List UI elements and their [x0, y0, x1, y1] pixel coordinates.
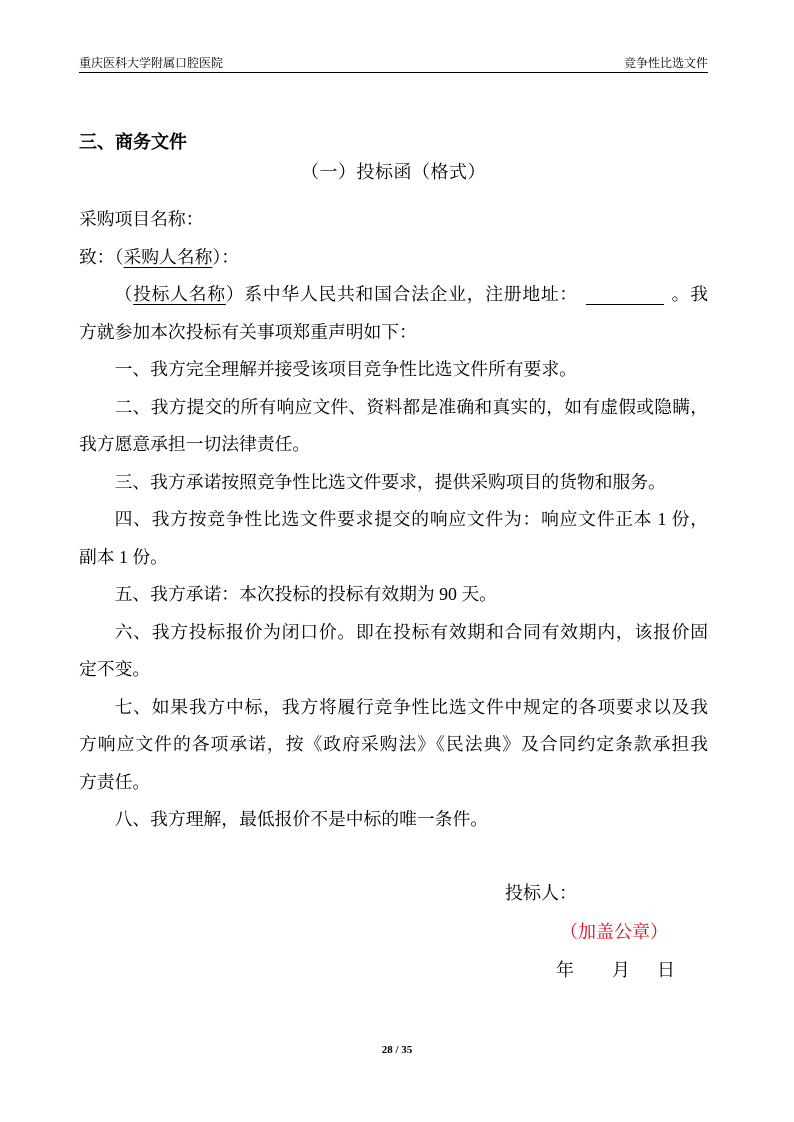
addressee-suffix: ）： — [212, 246, 240, 267]
section-heading: 三、商务文件 — [79, 132, 187, 153]
document-title: （一）投标函（格式） — [301, 162, 486, 182]
declaration-8-line-1: 八、我方理解，最低报价不是中标的唯一条件。 — [114, 809, 489, 829]
declaration-1-line-1: 一、我方完全理解并接受该项目竞争性比选文件所有要求。 — [114, 359, 577, 379]
intro-line-1 — [79, 276, 708, 314]
date-year-label: 年 — [556, 960, 574, 980]
declaration-2-line-1: 二、我方提交的所有响应文件、资料都是准确和真实的，如有虚假或隐瞒， — [114, 396, 708, 417]
declaration-6-line-1: 六、我方投标报价为闭口价。即在投标有效期和合同有效期内，该报价固 — [114, 621, 708, 642]
header-rule — [79, 72, 708, 73]
declaration-2-line-2: 我方愿意承担一切法律责任。 — [79, 434, 311, 454]
intro-statement: ）系中华人民共和国合法企业，注册地址： — [225, 284, 578, 304]
addressee-prefix: 致：（ — [79, 246, 124, 267]
purchaser-name-placeholder: 采购人名称 — [123, 246, 213, 267]
intro-after-blank: 。我 — [670, 284, 708, 304]
intro-line-2: 方就参加本次投标有关事项郑重声明如下： — [79, 321, 417, 342]
bidder-signature-label: 投标人： — [505, 883, 577, 903]
declaration-5-line-1: 五、我方承诺：本次投标的投标有效期为 90 天。 — [114, 584, 497, 604]
header-organization: 重庆医科大学附属口腔医院 — [79, 56, 224, 70]
addressee-line — [79, 239, 708, 277]
declaration-6-line-2: 定不变。 — [79, 659, 151, 679]
letter-body — [79, 201, 708, 839]
declaration-3-line-1: 三、我方承诺按照竞争性比选文件要求，提供采购项目的货物和服务。 — [114, 471, 666, 492]
intro-open-paren: （ — [114, 284, 134, 304]
seal-note: （加盖公章） — [560, 922, 668, 942]
page-number: 28 / 35 — [381, 1044, 413, 1056]
header-document-name: 竞争性比选文件 — [623, 56, 708, 70]
declaration-7-line-1: 七、如果我方中标，我方将履行竞争性比选文件中规定的各项要求以及我 — [114, 696, 708, 717]
address-blank — [586, 286, 664, 305]
project-name-line: 采购项目名称： — [79, 209, 204, 229]
date-day-label: 日 — [657, 960, 675, 980]
date-month-label: 月 — [612, 960, 630, 980]
declaration-4-line-2: 副本 1 份。 — [79, 546, 168, 567]
declaration-4-line-1: 四、我方按竞争性比选文件要求提交的响应文件为：响应文件正本 1 份， — [114, 509, 708, 529]
bidder-name-placeholder: 投标人名称 — [133, 284, 226, 304]
declaration-7-line-2: 方响应文件的各项承诺，按《政府采购法》《民法典》及合同约定条款承担我 — [79, 734, 708, 754]
declaration-7-line-3: 方责任。 — [79, 771, 151, 792]
